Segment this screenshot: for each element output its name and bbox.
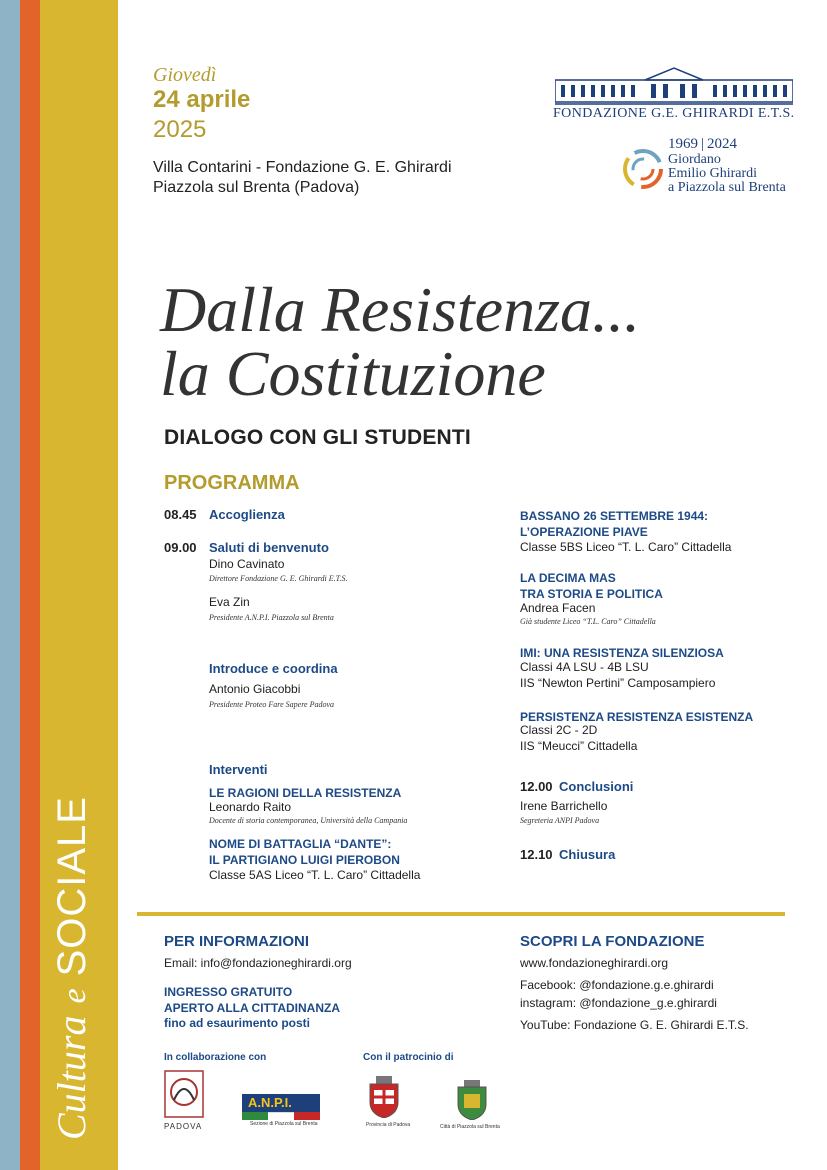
- year-end: 2024: [707, 136, 738, 152]
- villa-logo-icon: [555, 66, 793, 106]
- talk-dante-2: IL PARTIGIANO LUIGI PIEROBON: [209, 853, 400, 867]
- time-1200: 12.00: [520, 779, 553, 794]
- item-chiusura: Chiusura: [559, 847, 616, 862]
- foundation-name: FONDAZIONE G.E. GHIRARDI E.T.S.: [553, 106, 795, 121]
- citta-label: Città di Piazzola sul Brenta: [440, 1124, 500, 1130]
- info-email[interactable]: Email: info@fondazioneghirardi.org: [164, 956, 352, 970]
- anpi-subtext: Sezione di Piazzola sul Brenta: [250, 1121, 318, 1127]
- provincia-label: Provincia di Padova: [366, 1122, 411, 1128]
- weekday: Giovedì: [153, 64, 217, 86]
- facebook-link[interactable]: Facebook: @fondazione.g.e.ghirardi: [520, 978, 714, 992]
- discover-heading: SCOPRI LA FONDAZIONE: [520, 933, 705, 950]
- venue-line-2: Piazzola sul Brenta (Padova): [153, 179, 360, 196]
- anpi-text: A.N.P.I.: [248, 1095, 292, 1110]
- time-0900: 09.00: [164, 540, 197, 555]
- name-line-3: a Piazzola sul Brenta: [668, 180, 786, 195]
- vertical-brand: [48, 680, 108, 1140]
- talk-dante-1: NOME DI BATTAGLIA “DANTE”:: [209, 837, 392, 851]
- anpi-logo: [242, 1094, 320, 1126]
- speaker-raito: Leonardo Raito: [209, 800, 292, 814]
- free-entry-2: APERTO ALLA CITTADINANZA: [164, 1001, 340, 1015]
- role-giacobbi: Presidente Proteo Fare Sapere Padova: [209, 700, 334, 709]
- talk-imi: IMI: UNA RESISTENZA SILENZIOSA: [520, 646, 724, 660]
- time-0845: 08.45: [164, 507, 197, 522]
- free-entry-1: INGRESSO GRATUITO: [164, 985, 293, 999]
- brand-cultura: Cultura: [49, 1015, 94, 1140]
- proteo-logo-icon: [164, 1070, 204, 1118]
- spiral-logo-icon: [622, 148, 664, 190]
- speaker-facen: Andrea Facen: [520, 601, 596, 615]
- footer-divider: [137, 912, 785, 916]
- title-line-1: Dalla Resistenza...: [160, 274, 640, 345]
- collab-heading: In collaborazione con: [164, 1052, 267, 1063]
- item-accoglienza: Accoglienza: [209, 507, 285, 522]
- stripe-orange: [20, 0, 40, 1170]
- item-introduce: Introduce e coordina: [209, 661, 338, 676]
- school-newton: IIS “Newton Pertini” Camposampiero: [520, 676, 716, 690]
- speaker-barrichello: Irene Barrichello: [520, 799, 608, 813]
- class-4a-4b: Classi 4A LSU - 4B LSU: [520, 660, 649, 674]
- talk-bassano-2: L’OPERAZIONE PIAVE: [520, 525, 648, 539]
- speaker-giacobbi: Antonio Giacobbi: [209, 682, 301, 696]
- item-saluti: Saluti di benvenuto: [209, 540, 329, 555]
- role-barrichello: Segreteria ANPI Padova: [520, 816, 600, 825]
- class-5bs: Classe 5BS Liceo “T. L. Caro” Cittadella: [520, 540, 732, 554]
- class-5as: Classe 5AS Liceo “T. L. Caro” Cittadella: [209, 868, 421, 882]
- item-interventi: Interventi: [209, 762, 268, 777]
- free-entry-3: fino ad esaurimento posti: [164, 1016, 311, 1030]
- anniversary-name: [668, 153, 786, 195]
- time-1210: 12.10: [520, 847, 553, 862]
- programma-heading: PROGRAMMA: [164, 472, 300, 494]
- role-zin: Presidente A.N.P.I. Piazzola sul Brenta: [209, 613, 334, 622]
- provincia-crest-icon: [368, 1076, 400, 1118]
- item-conclusioni: Conclusioni: [559, 779, 634, 794]
- youtube-link[interactable]: YouTube: Fondazione G. E. Ghirardi E.T.S.: [520, 1018, 749, 1032]
- role-facen: Già studente Liceo “T.L. Caro” Cittadella: [520, 617, 656, 626]
- talk-decima-2: TRA STORIA E POLITICA: [520, 587, 663, 601]
- title-line-2: la Costituzione: [160, 338, 546, 409]
- role-raito: Docente di storia contemporanea, Università della Campania: [209, 816, 408, 825]
- name-line-2: Emilio Ghirardi: [668, 166, 758, 181]
- brand-e: e: [56, 988, 93, 1004]
- info-heading: PER INFORMAZIONI: [164, 933, 309, 950]
- stripe-blue: [0, 0, 20, 1170]
- brand-sociale: SOCIALE: [50, 796, 94, 977]
- talk-persistenza: PERSISTENZA RESISTENZA ESISTENZA: [520, 710, 754, 724]
- website-link[interactable]: www.fondazioneghirardi.org: [520, 956, 669, 970]
- year-start: 1969: [668, 136, 698, 152]
- name-line-1: Giordano: [668, 152, 721, 167]
- venue: [153, 158, 452, 198]
- event-subtitle: DIALOGO CON GLI STUDENTI: [164, 426, 471, 449]
- event-date: 24 aprile: [153, 86, 251, 113]
- citta-crest-icon: [456, 1080, 488, 1120]
- patronage-heading: Con il patrocinio di: [363, 1052, 454, 1063]
- class-2c-2d: Classi 2C - 2D: [520, 723, 598, 737]
- event-title: [160, 274, 640, 409]
- venue-line-1: Villa Contarini - Fondazione G. E. Ghirardi: [153, 159, 452, 176]
- padova-label: PADOVA: [164, 1122, 203, 1131]
- talk-bassano-1: BASSANO 26 SETTEMBRE 1944:: [520, 509, 709, 523]
- speaker-zin: Eva Zin: [209, 595, 250, 609]
- talk-ragioni: LE RAGIONI DELLA RESISTENZA: [209, 786, 402, 800]
- talk-decima-1: LA DECIMA MAS: [520, 571, 616, 585]
- role-cavinato: Direttore Fondazione G. E. Ghirardi E.T.S.: [209, 574, 348, 583]
- speaker-cavinato: Dino Cavinato: [209, 557, 285, 571]
- school-meucci: IIS “Meucci” Cittadella: [520, 739, 638, 753]
- instagram-link[interactable]: instagram: @fondazione_g.e.ghirardi: [520, 996, 717, 1010]
- anniversary-years: 1969 | 2024: [668, 136, 738, 152]
- event-year: 2025: [153, 116, 207, 143]
